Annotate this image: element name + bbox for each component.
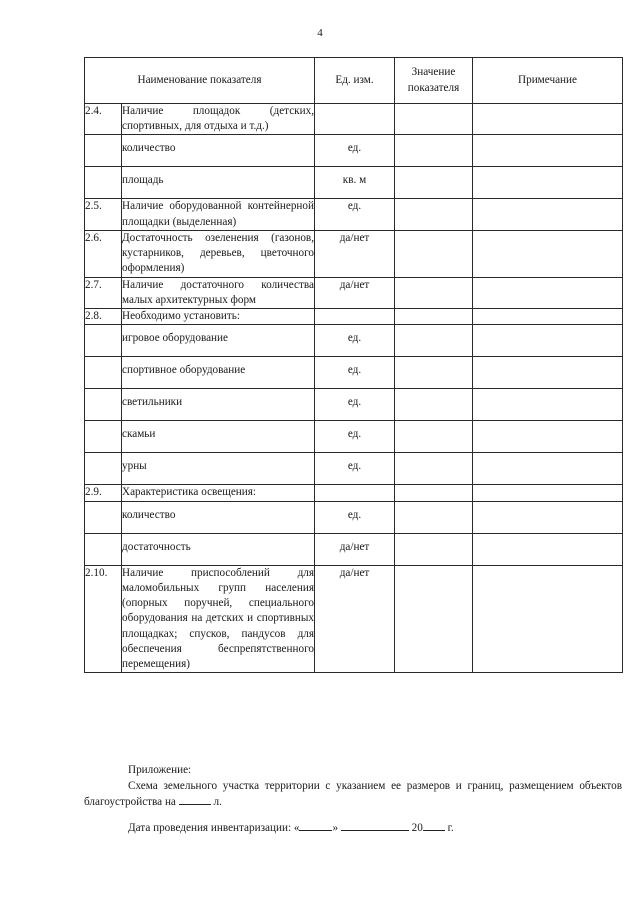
row-value-cell bbox=[395, 104, 473, 135]
appendix-title: Приложение: bbox=[128, 764, 192, 776]
row-value-cell bbox=[395, 167, 473, 199]
row-unit: да/нет bbox=[315, 230, 395, 277]
row-name: Необходимо установить: bbox=[122, 309, 315, 325]
row-number: 2.8. bbox=[85, 309, 122, 325]
table-row bbox=[85, 565, 623, 673]
header-name: Наименование показателя bbox=[85, 58, 315, 104]
row-note-cell bbox=[473, 230, 623, 277]
table-row bbox=[85, 325, 623, 357]
header-value: Значение показателя bbox=[395, 58, 473, 104]
inventory-date-line bbox=[128, 820, 454, 834]
table-row bbox=[85, 135, 623, 167]
row-note-cell bbox=[473, 104, 623, 135]
row-value-cell bbox=[395, 277, 473, 308]
row-name: площадь bbox=[122, 167, 315, 199]
row-note-cell bbox=[473, 135, 623, 167]
row-unit bbox=[315, 104, 395, 135]
row-note-cell bbox=[473, 501, 623, 533]
row-value-cell bbox=[395, 230, 473, 277]
indicators-table bbox=[84, 57, 623, 673]
row-note-cell bbox=[473, 199, 623, 230]
row-note-cell bbox=[473, 357, 623, 389]
table-row bbox=[85, 230, 623, 277]
table-row bbox=[85, 453, 623, 485]
appendix-text-before: Схема земельного участка территории с указанием ее размеров и границ, размещением объектов благоустройства на bbox=[84, 780, 622, 809]
row-name: светильники bbox=[122, 389, 315, 421]
table-row bbox=[85, 277, 623, 308]
day-blank bbox=[299, 820, 332, 831]
page-number: 4 bbox=[317, 27, 323, 39]
row-note-cell bbox=[473, 565, 623, 673]
row-unit: ед. bbox=[315, 389, 395, 421]
row-number bbox=[85, 453, 122, 485]
row-name: игровое оборудование bbox=[122, 325, 315, 357]
row-value-cell bbox=[395, 485, 473, 501]
row-name: Наличие приспособлений для маломобильных групп населения (опорных поручней, специального оборудования на детских и спортивных площадках; спусков, пандусов для обеспечения беспрепятственного перемещения) bbox=[122, 565, 315, 673]
row-number bbox=[85, 533, 122, 565]
row-value-cell bbox=[395, 199, 473, 230]
row-number bbox=[85, 389, 122, 421]
row-unit: ед. bbox=[315, 421, 395, 453]
row-value-cell bbox=[395, 533, 473, 565]
header-unit: Ед. изм. bbox=[315, 58, 395, 104]
sheets-count-blank bbox=[179, 794, 211, 805]
row-name: спортивное оборудование bbox=[122, 357, 315, 389]
row-value-cell bbox=[395, 565, 473, 673]
row-value-cell bbox=[395, 309, 473, 325]
row-note-cell bbox=[473, 325, 623, 357]
row-unit: ед. bbox=[315, 199, 395, 230]
table-row bbox=[85, 533, 623, 565]
inventory-date-mid: » bbox=[332, 822, 339, 834]
row-unit bbox=[315, 309, 395, 325]
table-row bbox=[85, 357, 623, 389]
row-name: Достаточность озеленения (газонов, кустарников, деревьев, цветочного оформления) bbox=[122, 230, 315, 277]
table-header-row bbox=[85, 58, 623, 104]
row-unit: да/нет bbox=[315, 565, 395, 673]
year-blank bbox=[423, 820, 445, 831]
row-unit: кв. м bbox=[315, 167, 395, 199]
row-number: 2.10. bbox=[85, 565, 122, 673]
row-number bbox=[85, 325, 122, 357]
row-name: Наличие достаточного количества малых архитектурных форм bbox=[122, 277, 315, 308]
table-row bbox=[85, 309, 623, 325]
row-name: достаточность bbox=[122, 533, 315, 565]
row-note-cell bbox=[473, 485, 623, 501]
table-body bbox=[85, 104, 623, 673]
month-blank bbox=[341, 820, 409, 831]
row-unit: ед. bbox=[315, 453, 395, 485]
row-unit: ед. bbox=[315, 325, 395, 357]
row-name: скамьи bbox=[122, 421, 315, 453]
row-number bbox=[85, 421, 122, 453]
row-note-cell bbox=[473, 389, 623, 421]
row-note-cell bbox=[473, 167, 623, 199]
table-row bbox=[85, 104, 623, 135]
table-row bbox=[85, 389, 623, 421]
row-number bbox=[85, 357, 122, 389]
row-unit: да/нет bbox=[315, 277, 395, 308]
row-unit: да/нет bbox=[315, 533, 395, 565]
row-value-cell bbox=[395, 453, 473, 485]
inventory-year-suffix: г. bbox=[447, 822, 454, 834]
row-name: урны bbox=[122, 453, 315, 485]
inventory-date-label: Дата проведения инвентаризации: « bbox=[128, 822, 300, 834]
row-unit: ед. bbox=[315, 357, 395, 389]
row-note-cell bbox=[473, 453, 623, 485]
row-value-cell bbox=[395, 389, 473, 421]
row-number bbox=[85, 135, 122, 167]
table-row bbox=[85, 167, 623, 199]
table-row bbox=[85, 199, 623, 230]
table-row bbox=[85, 485, 623, 501]
row-number bbox=[85, 167, 122, 199]
row-value-cell bbox=[395, 421, 473, 453]
table-row bbox=[85, 421, 623, 453]
row-number: 2.4. bbox=[85, 104, 122, 135]
table-row bbox=[85, 501, 623, 533]
row-number: 2.9. bbox=[85, 485, 122, 501]
row-number bbox=[85, 501, 122, 533]
row-unit: ед. bbox=[315, 135, 395, 167]
row-unit bbox=[315, 485, 395, 501]
row-value-cell bbox=[395, 357, 473, 389]
header-note: Примечание bbox=[473, 58, 623, 104]
row-value-cell bbox=[395, 325, 473, 357]
appendix-text bbox=[84, 778, 622, 810]
row-name: Наличие площадок (детских, спортивных, для отдыха и т.д.) bbox=[122, 104, 315, 135]
appendix bbox=[84, 762, 622, 811]
row-number: 2.6. bbox=[85, 230, 122, 277]
row-number: 2.7. bbox=[85, 277, 122, 308]
row-name: Наличие оборудованной контейнерной площадки (выделенная) bbox=[122, 199, 315, 230]
row-value-cell bbox=[395, 135, 473, 167]
row-unit: ед. bbox=[315, 501, 395, 533]
row-name: Характеристика освещения: bbox=[122, 485, 315, 501]
row-name: количество bbox=[122, 501, 315, 533]
row-value-cell bbox=[395, 501, 473, 533]
inventory-year-prefix: 20 bbox=[411, 822, 423, 834]
row-note-cell bbox=[473, 533, 623, 565]
row-note-cell bbox=[473, 309, 623, 325]
row-note-cell bbox=[473, 421, 623, 453]
appendix-text-after: л. bbox=[213, 796, 222, 809]
row-name: количество bbox=[122, 135, 315, 167]
row-note-cell bbox=[473, 277, 623, 308]
row-number: 2.5. bbox=[85, 199, 122, 230]
